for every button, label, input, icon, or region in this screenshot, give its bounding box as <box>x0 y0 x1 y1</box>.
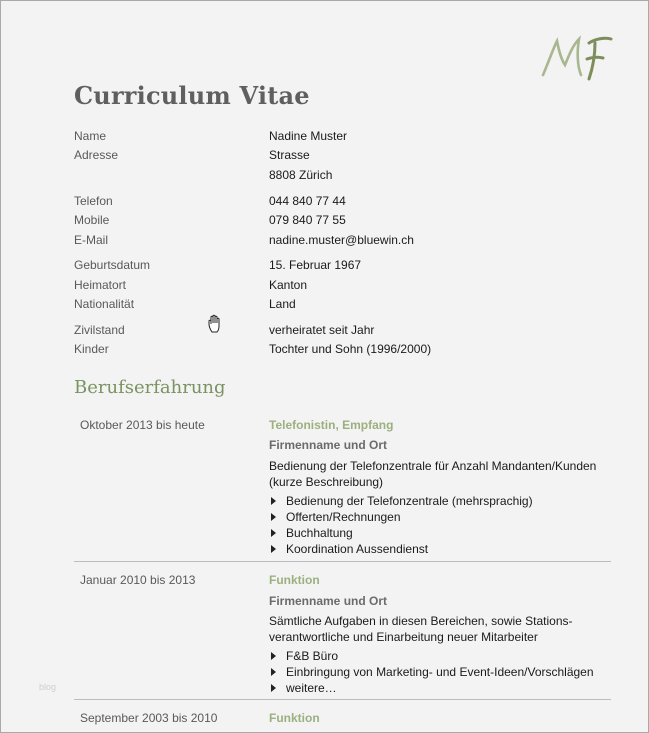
monogram-logo <box>537 31 617 87</box>
nationality-label: Nationalität <box>74 297 135 311</box>
mobile-label: Mobile <box>74 213 110 227</box>
hometown-value: Kanton <box>269 278 308 292</box>
arrow-bullet-icon <box>271 684 276 692</box>
arrow-bullet-icon <box>271 513 276 521</box>
arrow-bullet-icon <box>271 652 276 660</box>
job-period: September 2003 bis 2010 <box>80 711 218 725</box>
job-role: Telefonistin, Empfang <box>269 418 394 432</box>
hometown-label: Heimatort <box>74 278 127 292</box>
email-value: nadine.muster@bluewin.ch <box>269 233 414 247</box>
address-label: Adresse <box>74 148 119 162</box>
address-line1: Strasse <box>269 148 310 162</box>
job-bullet: Buchhaltung <box>271 526 353 540</box>
job-bullet: Koordination Aussendienst <box>271 542 428 556</box>
job-bullet: weitere… <box>271 681 337 695</box>
address-line2: 8808 Zürich <box>269 168 333 182</box>
nationality-value: Land <box>269 297 296 311</box>
children-value: Tochter und Sohn (1996/2000) <box>269 342 432 356</box>
job-description: Bedienung der Telefonzentrale für Anzahl Mandanten/Kunden (kurze Beschreibung) <box>269 459 597 489</box>
birthdate-value: 15. Februar 1967 <box>269 258 362 272</box>
job-company: Firmenname und Ort <box>269 438 388 452</box>
job-company: Firmenname und Ort <box>269 594 388 608</box>
watermark: blog <box>39 682 57 692</box>
phone-value: 044 840 77 44 <box>269 194 346 208</box>
job-bullet: Offerten/Rechnungen <box>271 510 401 524</box>
phone-label: Telefon <box>74 194 113 208</box>
name-label: Name <box>74 129 107 143</box>
job-bullet: Einbringung von Marketing- und Event-Ideen/Vorschlägen <box>271 665 594 679</box>
job-period: Oktober 2013 bis heute <box>80 418 205 432</box>
job-role: Funktion <box>269 573 320 587</box>
page-title: Curriculum Vitae <box>74 81 310 110</box>
job-description: Sämtliche Aufgaben in diesen Bereichen, sowie Stations-verantwortliche und Einarbeitung neuer Mitarbeiter <box>269 614 573 644</box>
children-label: Kinder <box>74 342 109 356</box>
email-label: E-Mail <box>74 233 109 247</box>
arrow-bullet-icon <box>271 668 276 676</box>
job-period: Januar 2010 bis 2013 <box>80 573 196 587</box>
job-bullet: Bedienung der Telefonzentrale (mehrsprachig) <box>271 494 533 508</box>
mobile-value: 079 840 77 55 <box>269 213 346 227</box>
arrow-bullet-icon <box>271 497 276 505</box>
arrow-bullet-icon <box>271 545 276 553</box>
section-divider <box>74 699 611 700</box>
hand-cursor-icon <box>207 314 225 334</box>
name-value: Nadine Muster <box>269 129 348 143</box>
job-bullet: F&B Büro <box>271 649 338 663</box>
section-title-experience: Berufserfahrung <box>74 377 226 398</box>
job-role: Funktion <box>269 711 320 725</box>
civil-status-label: Zivilstand <box>74 323 125 337</box>
arrow-bullet-icon <box>271 529 276 537</box>
section-divider <box>74 561 611 562</box>
civil-status-value: verheiratet seit Jahr <box>269 323 375 337</box>
birthdate-label: Geburtsdatum <box>74 258 151 272</box>
